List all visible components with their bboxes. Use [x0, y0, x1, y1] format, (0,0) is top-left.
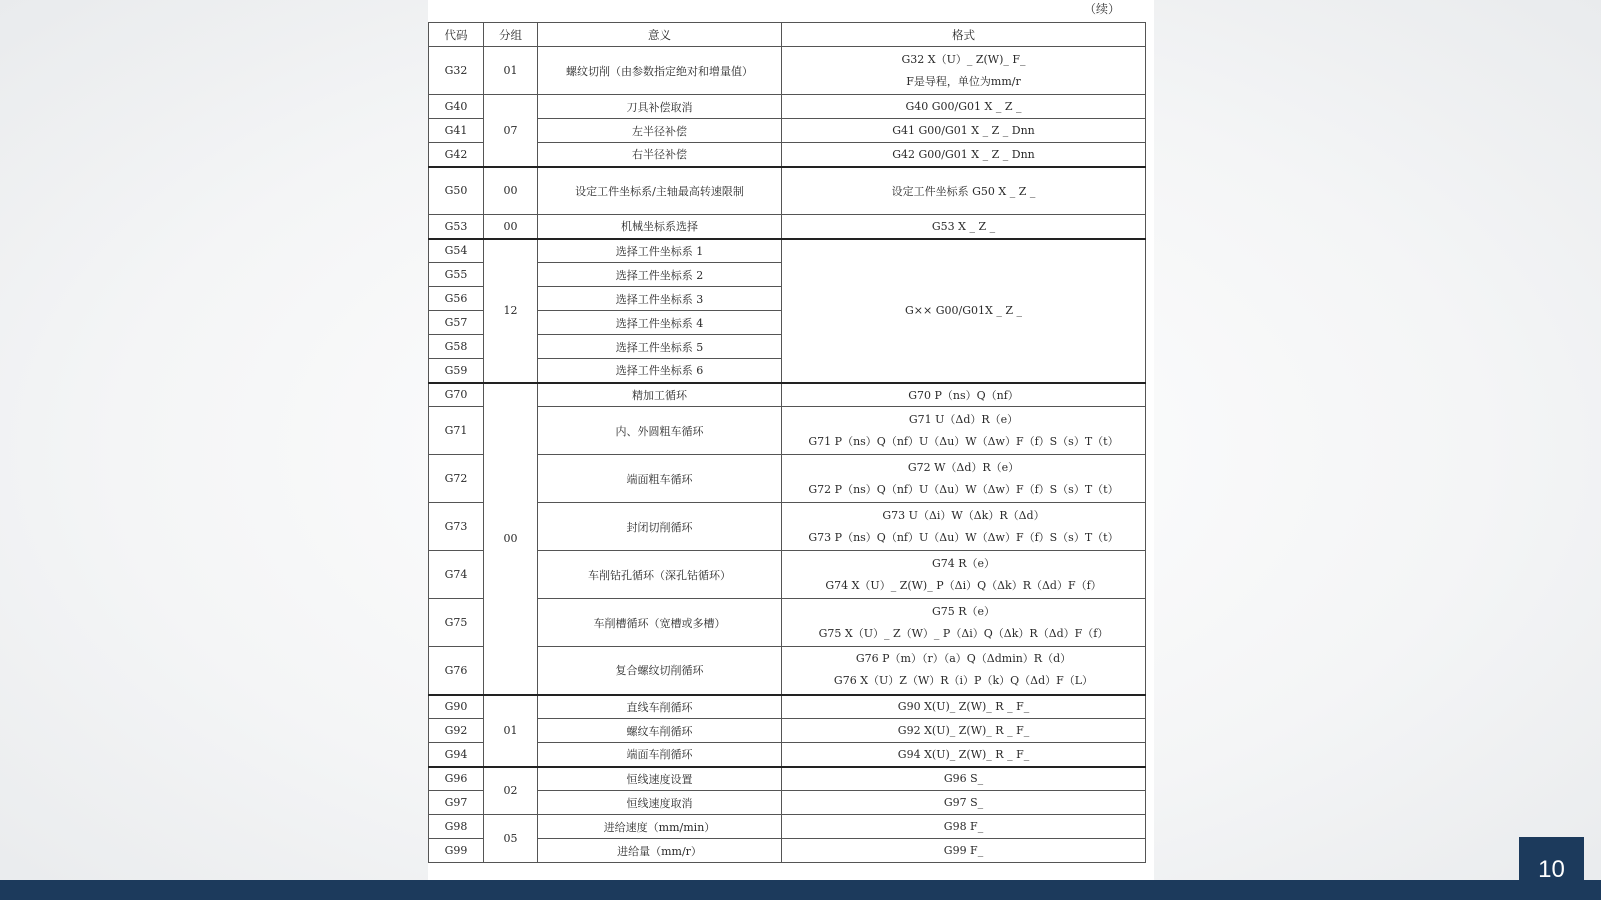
- code-cell: G70: [429, 383, 484, 407]
- format-line: G73 P（ns）Q（nf）U（Δu）W（Δw）F（f）S（s）T（t）: [808, 530, 1119, 544]
- code-cell: G75: [429, 599, 484, 647]
- format-line: G74 R（e）: [931, 556, 996, 570]
- group-cell: 00: [484, 167, 538, 215]
- format-cell: G98 F_: [782, 815, 1146, 839]
- format-cell: G97 S_: [782, 791, 1146, 815]
- format-cell: [782, 551, 1146, 599]
- table-row: [429, 383, 1146, 407]
- table-row: [429, 815, 1146, 839]
- meaning-cell: 选择工件坐标系 3: [538, 287, 782, 311]
- header-group: 分组: [484, 23, 538, 47]
- format-line: G71 U（Δd）R（e）: [908, 412, 1019, 426]
- group-cell: 07: [484, 95, 538, 167]
- code-cell: G72: [429, 455, 484, 503]
- format-cell: G41 G00/G01 X _ Z _ Dnn: [782, 119, 1146, 143]
- format-cell: G42 G00/G01 X _ Z _ Dnn: [782, 143, 1146, 167]
- header-code: 代码: [429, 23, 484, 47]
- code-cell: G53: [429, 215, 484, 239]
- format-cell: G70 P（ns）Q（nf）: [782, 383, 1146, 407]
- code-cell: G94: [429, 743, 484, 767]
- code-cell: G50: [429, 167, 484, 215]
- group-cell: 12: [484, 239, 538, 383]
- code-cell: G74: [429, 551, 484, 599]
- format-line: G72 P（ns）Q（nf）U（Δu）W（Δw）F（f）S（s）T（t）: [808, 482, 1119, 496]
- meaning-cell: 封闭切削循环: [538, 503, 782, 551]
- format-cell: G40 G00/G01 X _ Z _: [782, 95, 1146, 119]
- header-meaning: 意义: [538, 23, 782, 47]
- format-cell: G99 F_: [782, 839, 1146, 863]
- meaning-cell: 选择工件坐标系 1: [538, 239, 782, 263]
- meaning-cell: 选择工件坐标系 4: [538, 311, 782, 335]
- format-cell: [782, 647, 1146, 695]
- code-cell: G57: [429, 311, 484, 335]
- format-cell: 设定工件坐标系 G50 X _ Z _: [782, 167, 1146, 215]
- code-cell: G59: [429, 359, 484, 383]
- meaning-cell: 复合螺纹切削循环: [538, 647, 782, 695]
- table-row: [429, 95, 1146, 119]
- table-row: [429, 695, 1146, 719]
- format-line: G75 R（e）: [931, 604, 996, 618]
- meaning-cell: 右半径补偿: [538, 143, 782, 167]
- code-cell: G71: [429, 407, 484, 455]
- meaning-cell: 机械坐标系选择: [538, 215, 782, 239]
- meaning-cell: 螺纹切削（由参数指定绝对和增量值）: [538, 47, 782, 95]
- group-cell: 00: [484, 215, 538, 239]
- header-format: 格式: [782, 23, 1146, 47]
- code-cell: G42: [429, 143, 484, 167]
- meaning-cell: 端面车削循环: [538, 743, 782, 767]
- format-line: F是导程，单位为mm/r: [906, 74, 1021, 88]
- group-cell: 02: [484, 767, 538, 815]
- format-line: G71 P（ns）Q（nf）U（Δu）W（Δw）F（f）S（s）T（t）: [808, 434, 1119, 448]
- format-cell: [782, 599, 1146, 647]
- table-row: [429, 47, 1146, 95]
- meaning-cell: 恒线速度取消: [538, 791, 782, 815]
- meaning-cell: 直线车削循环: [538, 695, 782, 719]
- meaning-cell: 进给量（mm/r）: [538, 839, 782, 863]
- group-cell: 01: [484, 695, 538, 767]
- format-line: G72 W（Δd）R（e）: [907, 460, 1020, 474]
- format-line: G76 X（U）Z（W）R（i）P（k）Q（Δd）F（L）: [833, 674, 1094, 688]
- meaning-cell: 进给速度（mm/min）: [538, 815, 782, 839]
- code-cell: G92: [429, 719, 484, 743]
- meaning-cell: 设定工件坐标系/主轴最高转速限制: [538, 167, 782, 215]
- g-code-table: [428, 22, 1146, 863]
- meaning-cell: 车削槽循环（宽槽或多槽）: [538, 599, 782, 647]
- table-header-row: [429, 23, 1146, 47]
- table-row: [429, 167, 1146, 215]
- table-row: [429, 767, 1146, 791]
- meaning-cell: 选择工件坐标系 6: [538, 359, 782, 383]
- code-cell: G96: [429, 767, 484, 791]
- format-cell: G×× G00/G01X _ Z _: [782, 239, 1146, 383]
- format-cell: G92 X(U)_ Z(W)_ R _ F_: [782, 719, 1146, 743]
- format-line: G74 X（U）_ Z(W)_ P（Δi）Q（Δk）R（Δd）F（f）: [825, 578, 1102, 592]
- format-cell: G90 X(U)_ Z(W)_ R _ F_: [782, 695, 1146, 719]
- format-line: G32 X（U）_ Z(W)_ F_: [901, 52, 1026, 66]
- code-cell: G98: [429, 815, 484, 839]
- format-cell: G53 X _ Z _: [782, 215, 1146, 239]
- format-cell: [782, 503, 1146, 551]
- page-number: 10: [1519, 837, 1584, 900]
- code-cell: G54: [429, 239, 484, 263]
- meaning-cell: 左半径补偿: [538, 119, 782, 143]
- meaning-cell: 刀具补偿取消: [538, 95, 782, 119]
- code-cell: G99: [429, 839, 484, 863]
- format-line: G75 X（U）_ Z（W）_ P（Δi）Q（Δk）R（Δd）F（f）: [818, 626, 1109, 640]
- code-cell: G58: [429, 335, 484, 359]
- format-cell: [782, 455, 1146, 503]
- code-cell: G55: [429, 263, 484, 287]
- footer-bar: [0, 880, 1601, 900]
- code-cell: G32: [429, 47, 484, 95]
- meaning-cell: 选择工件坐标系 5: [538, 335, 782, 359]
- meaning-cell: 内、外圆粗车循环: [538, 407, 782, 455]
- meaning-cell: 精加工循环: [538, 383, 782, 407]
- code-cell: G76: [429, 647, 484, 695]
- format-cell: G94 X(U)_ Z(W)_ R _ F_: [782, 743, 1146, 767]
- group-cell: 00: [484, 383, 538, 695]
- meaning-cell: 螺纹车削循环: [538, 719, 782, 743]
- continued-label: （续）: [1083, 2, 1120, 16]
- group-cell: 01: [484, 47, 538, 95]
- code-cell: G56: [429, 287, 484, 311]
- format-cell: [782, 47, 1146, 95]
- document-page: [428, 0, 1154, 880]
- format-cell: [782, 407, 1146, 455]
- meaning-cell: 端面粗车循环: [538, 455, 782, 503]
- code-cell: G41: [429, 119, 484, 143]
- table-row: [429, 215, 1146, 239]
- format-cell: G96 S_: [782, 767, 1146, 791]
- meaning-cell: 车削钻孔循环（深孔钻循环）: [538, 551, 782, 599]
- code-cell: G73: [429, 503, 484, 551]
- code-cell: G97: [429, 791, 484, 815]
- code-cell: G90: [429, 695, 484, 719]
- group-cell: 05: [484, 815, 538, 863]
- format-line: G76 P（m）（r）（a）Q（Δdmin）R（d）: [855, 652, 1072, 666]
- meaning-cell: 选择工件坐标系 2: [538, 263, 782, 287]
- meaning-cell: 恒线速度设置: [538, 767, 782, 791]
- table-row: [429, 239, 1146, 263]
- format-line: G73 U（Δi）W（Δk）R（Δd）: [882, 508, 1045, 522]
- code-cell: G40: [429, 95, 484, 119]
